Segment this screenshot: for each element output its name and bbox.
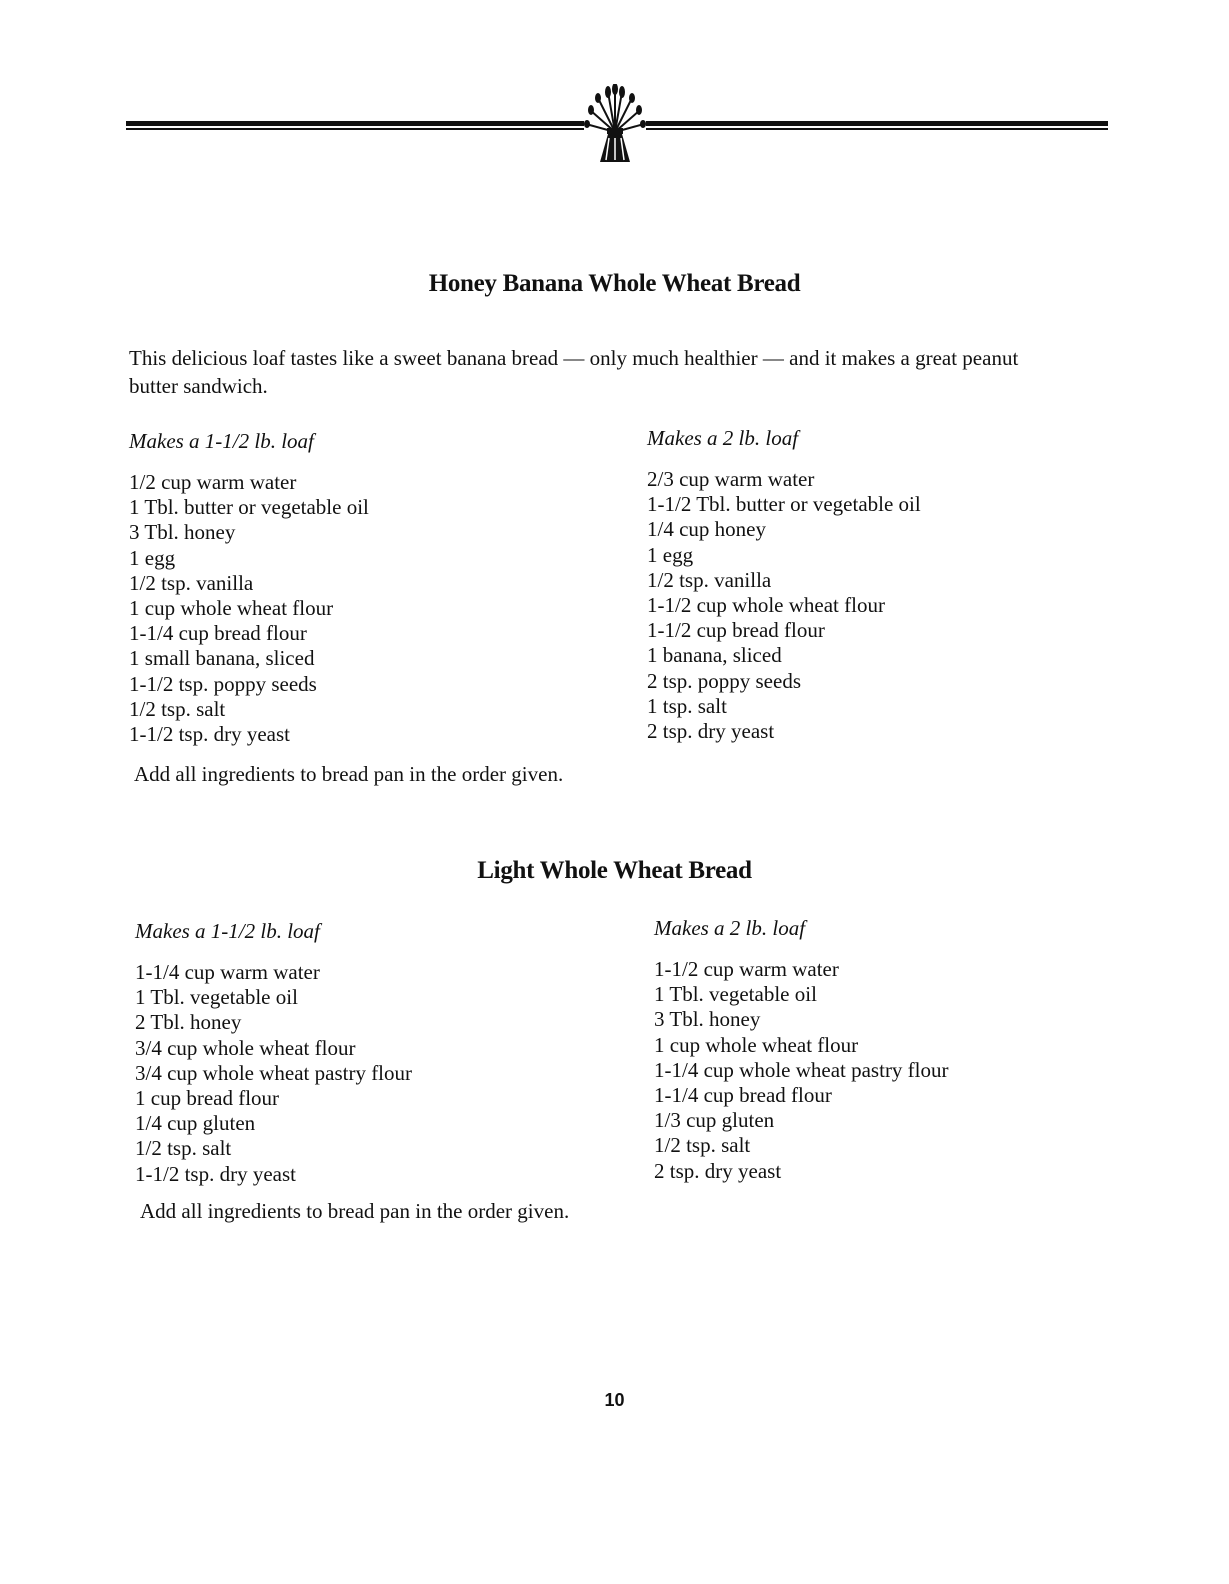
ingredient-item: 1-1/2 cup warm water [654,957,839,981]
ingredient-item: 3 Tbl. honey [129,520,236,545]
ingredient-item: 1-1/4 cup warm water [135,960,320,984]
page-number: 10 [604,1390,625,1410]
recipe-intro: This delicious loaf tastes like a sweet banana bread — only much healthier — and it makes a great peanut butter sandwich. [129,346,1019,398]
loaf-size-heading: Makes a 2 lb. loaf [647,426,799,450]
ingredient-item: 1-1/2 Tbl. butter or vegetable oil [647,492,921,517]
ingredient-item: 1 egg [129,545,176,570]
ingredient-item: 1-1/2 cup whole wheat flour [647,593,885,618]
ingredient-item: 1 cup bread flour [135,1086,280,1111]
ingredient-list [129,470,369,747]
loaf-size-heading: Makes a 1-1/2 lb. loaf [135,919,320,943]
ingredient-item: 1-1/4 cup whole wheat pastry flour [654,1057,949,1082]
loaf-size-heading: Makes a 2 lb. loaf [654,916,806,940]
ingredient-item: 3/4 cup whole wheat pastry flour [135,1060,413,1085]
ingredient-item: 1/2 cup warm water [129,470,297,494]
ingredient-item: 1/2 tsp. salt [654,1133,751,1158]
ingredient-item: 1 Tbl. vegetable oil [135,985,298,1010]
ingredient-item: 2 tsp. dry yeast [647,719,775,744]
ingredient-item: 1-1/2 cup bread flour [647,618,825,643]
ingredient-item: 1 banana, sliced [647,643,782,668]
ingredient-item: 1 cup whole wheat flour [654,1032,859,1057]
ingredient-list [135,960,412,1187]
ingredient-item: 2/3 cup warm water [647,467,815,491]
ingredient-item: 1 tsp. salt [647,693,727,718]
recipe-instructions: Add all ingredients to bread pan in the order given. [140,1199,570,1223]
recipe-title: Light Whole Wheat Bread [477,857,752,884]
ingredients-column-small [135,918,412,1187]
header-rule-left [126,118,584,132]
recipe-title: Honey Banana Whole Wheat Bread [428,270,801,297]
header-rule-right [646,118,1108,132]
ingredient-list [654,957,949,1184]
ingredient-item: 1-1/2 tsp. dry yeast [129,722,290,747]
ingredients-column-large [654,915,949,1184]
ingredient-item: 1 Tbl. vegetable oil [654,982,817,1007]
ingredient-item: 1 Tbl. butter or vegetable oil [129,495,369,520]
wheat-sheaf-icon [578,84,652,166]
ingredient-item: 1/4 cup gluten [135,1111,256,1136]
ingredients-column-large [647,425,921,744]
ingredient-item: 1/2 tsp. vanilla [129,570,254,595]
ingredient-item: 2 tsp. poppy seeds [647,668,801,693]
ingredients-column-small [129,428,369,747]
ingredient-item: 3 Tbl. honey [654,1007,761,1032]
ingredient-item: 1-1/2 tsp. dry yeast [135,1161,296,1186]
ingredient-item: 1/2 tsp. salt [135,1136,232,1161]
ingredient-item: 1-1/4 cup bread flour [654,1083,832,1108]
ingredient-item: 2 Tbl. honey [135,1010,242,1035]
ingredient-item: 2 tsp. dry yeast [654,1158,782,1183]
ingredient-item: 1/2 tsp. salt [129,696,226,721]
ingredient-list [647,467,921,744]
ingredient-item: 1/2 tsp. vanilla [647,567,772,592]
ingredient-item: 1 small banana, sliced [129,646,315,671]
ingredient-item: 1/3 cup gluten [654,1108,775,1133]
ingredient-item: 1-1/4 cup bread flour [129,621,307,646]
ingredient-item: 1 cup whole wheat flour [129,596,334,621]
ingredient-item: 1 egg [647,542,694,567]
loaf-size-heading: Makes a 1-1/2 lb. loaf [129,429,314,453]
ingredient-item: 3/4 cup whole wheat flour [135,1035,356,1060]
ingredient-item: 1/4 cup honey [647,517,766,542]
ingredient-item: 1-1/2 tsp. poppy seeds [129,671,317,696]
recipe-instructions: Add all ingredients to bread pan in the order given. [134,762,564,786]
